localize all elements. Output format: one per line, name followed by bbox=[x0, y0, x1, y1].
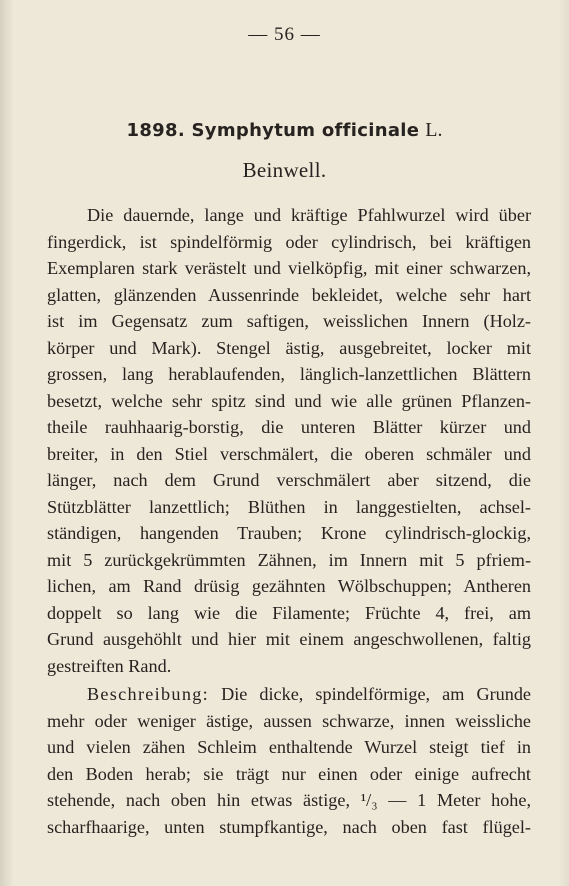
text-fragment: Die dicke, spindelförmige, am Grunde bbox=[221, 684, 532, 704]
entry-heading bbox=[0, 117, 569, 142]
text-line: theile rauhhaarig-borstig, die unteren Blätter kürzer und bbox=[47, 417, 531, 437]
entry-author: L. bbox=[425, 119, 443, 141]
text-line: scharfhaarige, unten stumpfkantige, nach oben fast flügel- bbox=[47, 816, 531, 837]
text-line: fingerdick, ist spindelförmig oder cylindrisch, bei kräftigen bbox=[47, 231, 531, 252]
text-line: ist im Gegensatz zum saftigen, weisslichen Innern (Holz- bbox=[47, 311, 531, 331]
text-line: gestreiften Rand. bbox=[47, 655, 172, 676]
text-line: länger, nach dem Grund verschmälert aber sitzend, die bbox=[47, 470, 531, 490]
entry-number-and-name: 1898. Symphytum officinale bbox=[126, 120, 420, 141]
text-line: den Boden herab; sie trägt nur einen oder einige aufrecht bbox=[47, 763, 531, 784]
text-line: breiter, in den Stiel verschmälert, die oberen schmäler und bbox=[47, 443, 531, 464]
text-line: Grund ausgehöhlt und hier mit einem angeschwollenen, faltig bbox=[47, 629, 531, 649]
common-name: Beinwell. bbox=[242, 158, 327, 182]
text-line: doppelt so lang wie die Filamente; Früchte 4, frei, am bbox=[47, 602, 531, 623]
text-line: Stützblätter lanzettlich; Blüthen in langgestielten, achsel- bbox=[47, 496, 531, 517]
text-line: körper und Mark). Stengel ästig, ausgebreitet, locker mit bbox=[47, 337, 531, 358]
text-line: ständigen, hangenden Trauben; Krone cylindrisch-glockig, bbox=[47, 523, 531, 543]
body-text bbox=[47, 202, 531, 840]
text-line: glatten, glänzenden Aussenrinde bekleidet, welche sehr hart bbox=[47, 284, 531, 305]
text-line: besetzt, welche sehr spitz sind und wie alle grünen Pflanzen- bbox=[47, 390, 531, 411]
text-line: lichen, am Rand drüsig gezähnten Wölbschuppen; Antheren bbox=[47, 576, 531, 596]
text-line: grossen, lang herablaufenden, länglich-lanzettlichen Blättern bbox=[47, 364, 531, 384]
text-line: Exemplaren stark verästelt und vielköpfig, mit einer schwarzen, bbox=[47, 258, 531, 278]
text-line: Die dauernde, lange und kräftige Pfahlwurzel wird über bbox=[87, 205, 531, 225]
page-number: — 56 — bbox=[248, 24, 321, 45]
text-line: mehr oder weniger ästige, aussen schwarze, innen weissliche bbox=[47, 710, 531, 731]
text-line: stehende, nach oben hin etwas ästige, ¹/₃ — 1 Meter hohe, bbox=[47, 790, 531, 810]
text-line: mit 5 zurückgekrümmten Zähnen, im Innern mit 5 pfriem- bbox=[47, 549, 531, 570]
text-line bbox=[47, 681, 531, 708]
section-label: Beschreibung: bbox=[87, 684, 209, 704]
text-line: und vielen zähen Schleim enthaltende Wurzel steigt tief in bbox=[47, 737, 531, 757]
